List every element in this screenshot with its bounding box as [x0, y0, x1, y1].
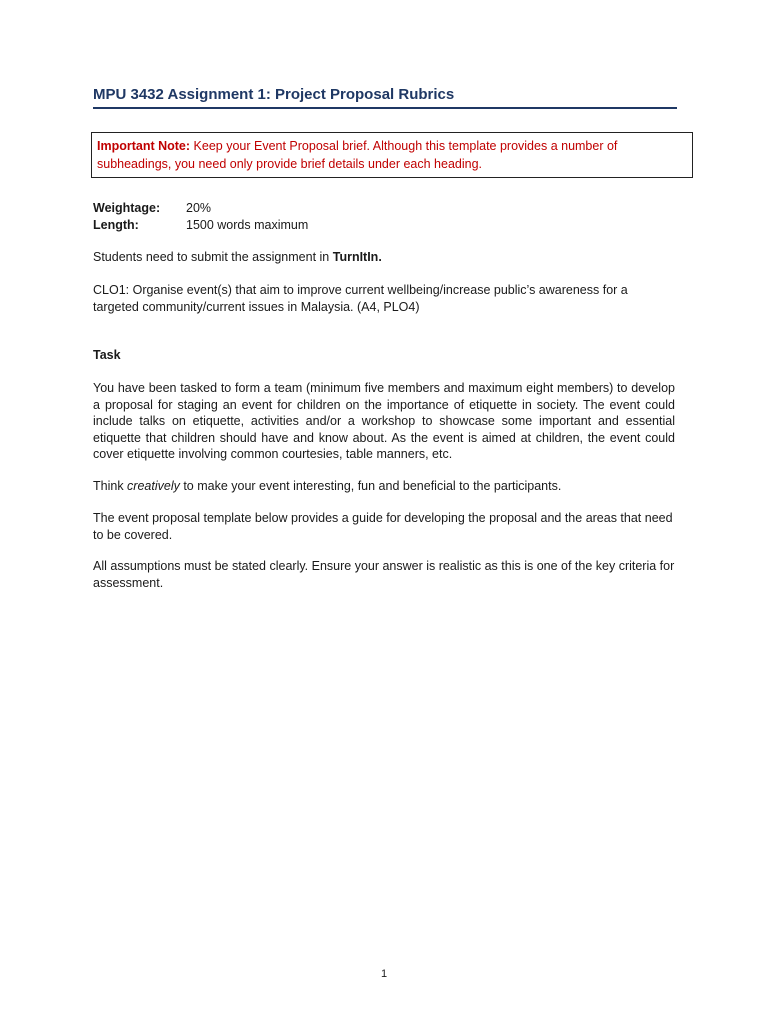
important-note-box	[91, 132, 693, 178]
task-heading: Task	[93, 348, 121, 362]
task-paragraph: You have been tasked to form a team (minimum five members and maximum eight members) to develop a proposal for staging an event for children on the importance of etiquette in society. The event could include talks on etiquette, activities and/or a workshop to showcase some important and essential etiquette that children should have and know about. As the event is aimed at children, the event could cover etiquette involving common courtesies, table manners, etc.	[93, 381, 675, 461]
clo-paragraph: CLO1: Organise event(s) that aim to improve current wellbeing/increase public’s awareness for a targeted community/current issues in Malaysia. (A4, PLO4)	[93, 283, 628, 314]
think-emphasis: creatively	[127, 479, 180, 493]
think-paragraph	[93, 478, 675, 495]
weightage-value: 20%	[186, 201, 212, 215]
assumptions-paragraph: All assumptions must be stated clearly. Ensure your answer is realistic as this is one of the key criteria for assessment.	[93, 559, 675, 590]
template-paragraph: The event proposal template below provides a guide for developing the proposal and the areas that need to be covered.	[93, 511, 673, 542]
think-prefix: Think	[93, 479, 128, 493]
think-suffix: to make your event interesting, fun and beneficial to the participants.	[179, 479, 562, 493]
page-title: MPU 3432 Assignment 1: Project Proposal Rubrics	[93, 86, 677, 109]
length-row	[93, 217, 308, 234]
weightage-row	[93, 200, 211, 217]
length-value: 1500 words maximum	[186, 218, 309, 232]
length-label: Length:	[93, 218, 139, 232]
submission-paragraph	[93, 249, 675, 266]
important-note-label: Important Note:	[97, 139, 191, 153]
submission-text: Students need to submit the assignment in	[93, 250, 333, 264]
important-note-text: Keep your Event Proposal brief. Although this template provides a number of subheadings, you need only provide brief details under each heading.	[97, 139, 618, 171]
page-number: 1	[380, 968, 388, 980]
weightage-label: Weightage:	[93, 201, 161, 215]
submission-platform: TurnItIn.	[332, 250, 382, 264]
